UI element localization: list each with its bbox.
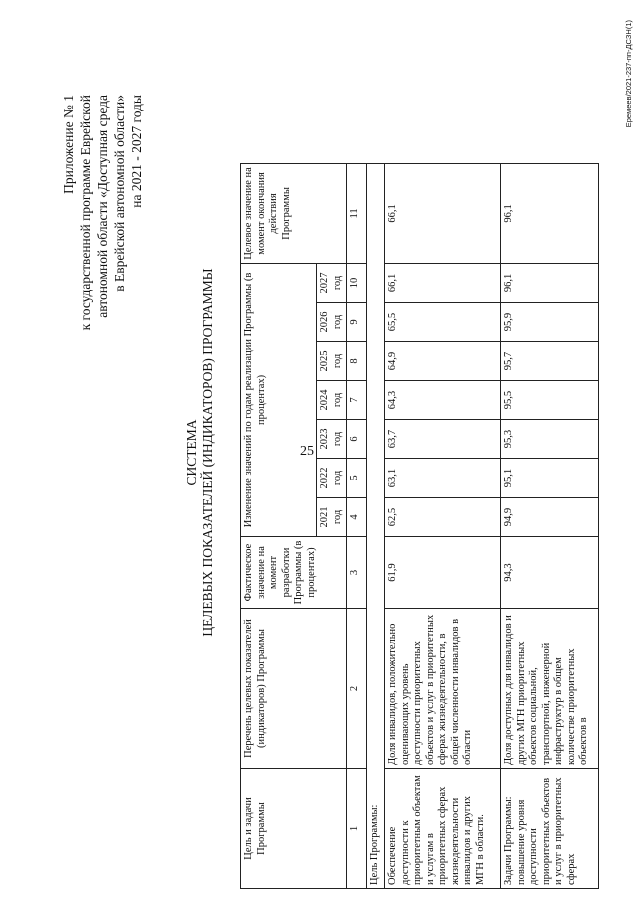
year-value-cell: 63,7 [385,420,501,459]
year-value-cell: 63,1 [385,459,501,498]
header-indicators: Перечень целевых показателей (индикаторов) Программы [241,609,347,769]
header-goal: Цель и задачи Программы [241,769,347,889]
column-number: 11 [347,163,367,263]
goal-cell: Обеспечение доступности к приоритетным объектам и услугам в приоритетных сферах жизнедеятельности инвалидов и других МГН в области. [385,769,501,889]
year-value-cell: 95,3 [501,420,599,459]
goal-cell: Задачи Программы: повышение уровня доступности приоритетных объектов и услуг в приоритетных сферах [501,769,599,889]
column-number: 8 [347,342,367,381]
indicators-table [240,163,599,889]
column-number: 6 [347,420,367,459]
year-cell: 2023 год [317,420,347,459]
target-value-cell: 66,1 [385,163,501,263]
year-value-cell: 62,5 [385,498,501,537]
year-cell: 2025 год [317,342,347,381]
column-numbers-row [347,163,367,888]
year-cell: 2021 год [317,498,347,537]
table-row [385,163,501,888]
column-number: 7 [347,381,367,420]
year-cell: 2027 год [317,263,347,302]
column-number: 2 [347,609,367,769]
annex-line-4: в Еврейской автономной области» [112,95,127,292]
annex-heading [60,95,145,395]
target-value-cell: 96,1 [501,163,599,263]
year-value-cell: 95,1 [501,459,599,498]
year-cell: 2022 год [317,459,347,498]
annex-line-5: на 2021 - 2027 годы [129,95,144,208]
indicator-cell: Доля доступных для инвалидов и других МГН приоритетных объектов социальной, транспортной, инженерной инфраструктур в общем количестве приоритетных объектов в [501,609,599,769]
year-value-cell: 95,7 [501,342,599,381]
document-footer-code: Еремеев/2021-237-пп-ДСЗН(1) [624,20,633,128]
annex-line-2: к государственной программе Еврейской [78,95,93,331]
year-cell: 2026 год [317,303,347,342]
header-row [241,163,317,888]
column-number: 4 [347,498,367,537]
header-yearly-change: Изменение значений по годам реализации Программы (в процентах) [241,263,317,536]
goal-section-row [367,163,385,888]
indicator-cell: Доля инвалидов, положительно оценивающих уровень доступности приоритетных объектов и услуг в приоритетных сферах жизнедеятельности, в общей численности инвалидов в области [385,609,501,769]
annex-line-1: Приложение № 1 [61,95,76,194]
year-value-cell: 96,1 [501,263,599,302]
actual-value-cell: 61,9 [385,537,501,609]
column-number: 3 [347,537,367,609]
annex-line-3: автономной области «Доступная среда [95,95,110,318]
year-value-cell: 94,9 [501,498,599,537]
column-number: 1 [347,769,367,889]
year-cell: 2024 год [317,381,347,420]
page-number: 25 [300,444,314,459]
title-line-2: ЦЕЛЕВЫХ ПОКАЗАТЕЛЕЙ (ИНДИКАТОРОВ) ПРОГРАММЫ [200,268,215,637]
year-value-cell: 66,1 [385,263,501,302]
header-target-value: Целевое значение на момент окончания действия Программы [241,163,347,263]
title-line-1: СИСТЕМА [184,419,199,486]
document-title [184,0,216,905]
year-value-cell: 95,9 [501,303,599,342]
year-value-cell: 95,5 [501,381,599,420]
column-number: 10 [347,263,367,302]
column-number: 9 [347,303,367,342]
column-number: 5 [347,459,367,498]
year-value-cell: 64,9 [385,342,501,381]
year-value-cell: 64,3 [385,381,501,420]
year-value-cell: 65,5 [385,303,501,342]
header-actual-value: Фактическое значение на момент разработки Программы (в процентах) [241,537,347,609]
goal-section-label: Цель Программы: [367,163,385,888]
actual-value-cell: 94,3 [501,537,599,609]
table-row [501,163,599,888]
